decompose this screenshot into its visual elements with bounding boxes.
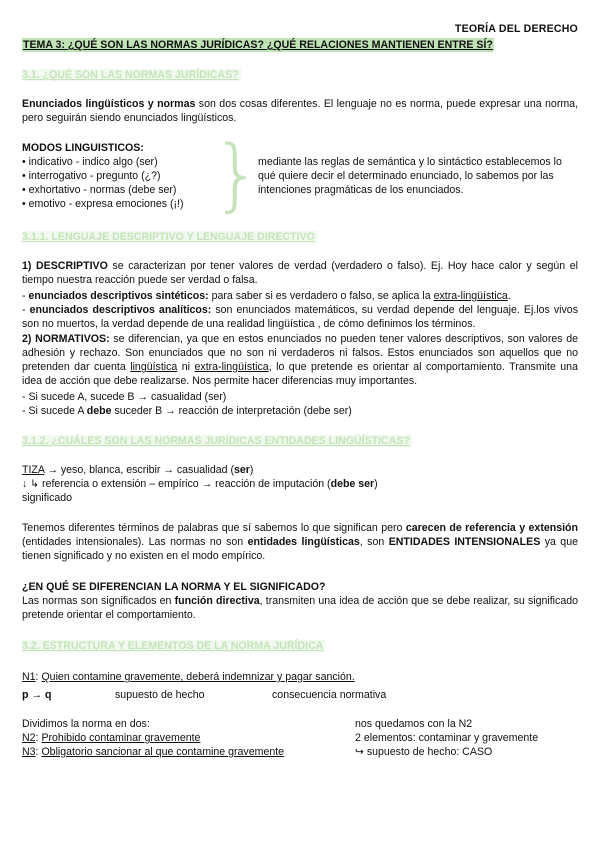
norm-n2: [22, 731, 200, 745]
fact-case: ↪ supuesto de hecho: CASO: [355, 746, 493, 758]
synthetic-prefix: -: [22, 290, 29, 302]
terms-g: ya que tienen significado y no existen en el modo empírico.: [22, 536, 578, 562]
topic-title: TEMA 3: ¿QUÉ SON LAS NORMAS JURÍDICAS? ¿QUÉ RELACIONES MANTIENEN ENTRE SÍ?: [23, 39, 493, 51]
normative-example-2: [22, 404, 352, 418]
tiza-line2-a: ↓ ↳ referencia o extensión – empírico → reacción de imputación (: [22, 478, 331, 490]
tiza-line1-bold: ser: [233, 464, 250, 476]
modes-explanation-line: mediante las reglas de semántica y lo sintáctico establecemos lo: [258, 156, 562, 168]
modes-list: [22, 155, 198, 211]
formula: p → q: [22, 689, 52, 701]
course-header: TEORÍA DEL DERECHO: [454, 23, 578, 35]
descriptive-text: se caracterizan por tener valores de verdad (verdadero o falso). Ej. Hoy hace calor y según el tiempo nuestra reacción puede ser verdad o falsa.: [22, 260, 578, 286]
mode-item-text: • exhortativo - normas (debe ser): [22, 184, 177, 196]
n2-text: Prohibido contaminar gravemente: [41, 732, 201, 744]
descriptive-paragraph: [22, 259, 578, 287]
tiza-line-3: significado: [22, 492, 73, 504]
mode-item-text: • interrogativo - pregunto (¿?): [22, 170, 161, 182]
n1-text: Quien contamine gravemente, deberá indemnizar y pagar sanción.: [41, 671, 355, 683]
normative-paragraph: [22, 332, 578, 388]
analytic-prefix: -: [22, 304, 30, 316]
divide-text: Dividimos la norma en dos:: [22, 718, 150, 730]
tiza-line2-bold: debe ser: [330, 478, 375, 490]
n3-colon: :: [35, 746, 42, 758]
intro-paragraph: [22, 97, 578, 125]
section-heading-3-2-text: 3.2. ESTRUCTURA Y ELEMENTOS DE LA NORMA JURÍDICA: [22, 640, 324, 652]
section-heading-3-1-1-text: 3.1.1. LENGUAJE DESCRIPTIVO Y LENGUAJE DIRECTIVO: [22, 231, 315, 243]
tiza-line1-end: ): [249, 464, 254, 476]
synthetic-bold: enunciados descriptivos sintéticos:: [28, 290, 209, 302]
normative-example-1: - Si sucede A, sucede B → casualidad (ser): [22, 391, 227, 403]
modes-explanation-line: intenciones pragmáticas de los enunciados.: [258, 184, 464, 196]
mode-item-emotivo: [22, 197, 198, 211]
terms-e: , son: [359, 536, 389, 548]
n2-colon: :: [35, 732, 42, 744]
tiza-word: TIZA: [22, 464, 45, 476]
section-heading-3-1: [22, 68, 241, 82]
mode-item-exhortativo: [22, 183, 198, 197]
n2-label: N2: [22, 732, 36, 744]
normative-underlined-2: extra-lingüística: [194, 361, 269, 373]
tiza-line-1: [22, 463, 253, 477]
analytic-paragraph: [22, 303, 578, 331]
formula-q: consecuencia normativa: [272, 689, 387, 701]
n3-text: Obligatorio sancionar al que contamine gravemente: [41, 746, 285, 758]
n1-label: N1: [22, 671, 36, 683]
formula-p: supuesto de hecho: [115, 689, 205, 701]
example-2-a: - Si sucede A: [22, 405, 87, 417]
normative-text-2: ni: [177, 361, 195, 373]
tiza-line1-rest: → yeso, blanca, escribir → casualidad (: [44, 464, 234, 476]
mode-item-interrogativo: [22, 169, 198, 183]
mode-item-text: • indicativo - indico algo (ser): [22, 156, 158, 168]
synthetic-line: [22, 289, 578, 303]
modes-explanation-line: qué quiere decir el determinado enunciado, lo sabemos por las: [258, 170, 554, 182]
mode-item-indicativo: [22, 155, 198, 169]
normative-label: 2) NORMATIVOS:: [22, 333, 110, 345]
intro-bold: Enunciados lingüísticos y normas: [22, 98, 196, 110]
descriptive-label: 1) DESCRIPTIVO: [22, 260, 108, 272]
mode-item-text: • emotivo - expresa emociones (¡!): [22, 198, 184, 210]
difference-question: ¿EN QUÉ SE DIFERENCIAN LA NORMA Y EL SIGNIFICADO?: [22, 581, 326, 593]
keep-n2: nos quedamos con la N2: [355, 718, 473, 730]
terms-b: carecen de referencia y extensión: [405, 522, 578, 534]
difference-paragraph: [22, 594, 578, 622]
n3-label: N3: [22, 746, 36, 758]
section-heading-3-2: [22, 639, 325, 653]
n1-colon: :: [35, 671, 42, 683]
example-2-bold: debe: [86, 405, 112, 417]
section-heading-3-1-1: [22, 230, 317, 244]
section-heading-3-1-2: [22, 434, 412, 448]
normative-underlined-1: lingüística: [130, 361, 178, 373]
normative-text-1: se diferencian, ya que en estos enunciados no pueden tener valores descriptivos, son valores de adhesión y rechazo. Son enunciados que no son ni verdaderos ni falsos. Estos enunciados son aquellos que no pretenden dar cuenta: [22, 333, 578, 373]
modes-explanation: [258, 155, 580, 197]
terms-f: ENTIDADES INTENSIONALES: [388, 536, 541, 548]
tiza-line-2: [22, 477, 378, 491]
example-2-c: suceder B → reacción de interpretación (debe ser): [111, 405, 352, 417]
terms-a: Tenemos diferentes términos de palabras que sí sabemos lo que significan pero: [22, 522, 406, 534]
synthetic-underlined: extra-lingüística: [433, 290, 508, 302]
norm-n3: [22, 745, 284, 759]
analytic-bold: enunciados descriptivos analíticos:: [29, 304, 212, 316]
terms-d: entidades lingüísticas: [247, 536, 360, 548]
analytic-text: son enunciados matemáticos, su verdad depende del lenguaje. Ej.los vivos son no muertos, la verdad depende de una realidad lingüística , de cómo definimos los términos.: [22, 304, 578, 330]
terms-c: (entidades intensionales). Las normas no son: [22, 536, 248, 548]
difference-b: función directiva: [174, 595, 260, 607]
normative-text-3: , lo que pretende es orientar al comportamiento. Transmite una idea de acción que debe realizarse. Nos permite hacer diferencias muy importantes.: [22, 361, 578, 387]
difference-a: Las normas son significados en: [22, 595, 175, 607]
curly-brace-icon: }: [212, 130, 262, 220]
modes-heading: MODOS LINGUISTICOS:: [22, 142, 144, 154]
norm-n1: [22, 670, 355, 684]
section-heading-3-1-2-text: 3.1.2. ¿CUÁLES SON LAS NORMAS JURÍDICAS ENTIDADES LINGÜÍSTICAS?: [22, 435, 410, 447]
section-heading-3-1-text: 3.1. ¿QUÉ SON LAS NORMAS JURÍDICAS?: [22, 69, 239, 81]
synthetic-text: para saber si es verdadero o falso, se aplica la: [208, 290, 434, 302]
difference-c: , transmiten una idea de acción que se debe realizar, su significado pretende orientar el comportamiento.: [22, 595, 579, 621]
terms-paragraph: [22, 521, 578, 563]
two-elements: 2 elementos: contaminar y gravemente: [355, 732, 539, 744]
tiza-line2-end: ): [374, 478, 378, 490]
intro-text: son dos cosas diferentes. El lenguaje no es norma, puede expresar una norma, pero seguirán siendo enunciados lingüísticos.: [22, 98, 579, 124]
synthetic-end: .: [507, 290, 511, 302]
